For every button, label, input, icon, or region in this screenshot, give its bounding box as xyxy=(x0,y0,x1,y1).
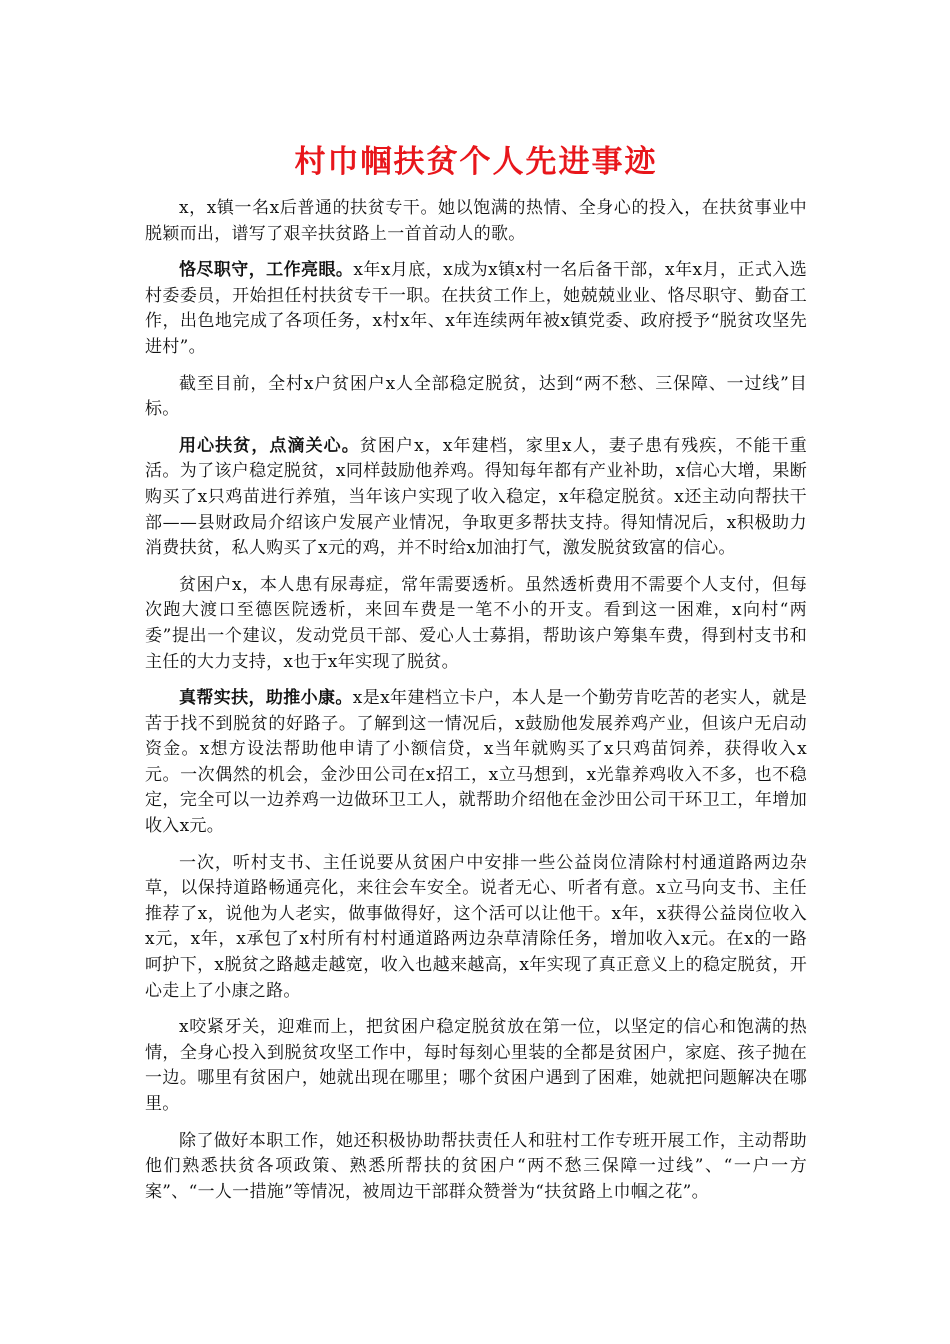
paragraph-7 xyxy=(145,851,807,1005)
paragraph-1-text: x，x镇一名x后普通的扶贫专干。她以饱满的热情、全身心的投入，在扶贫事业中脱颖而出，谱写了艰辛扶贫路上一首首动人的歌。 xyxy=(145,198,807,244)
paragraph-6 xyxy=(145,686,807,840)
paragraph-1 xyxy=(145,196,807,247)
paragraph-3-text: 截至目前，全村x户贫困户x人全部稳定脱贫，达到“两不愁、三保障、一过线”目标。 xyxy=(145,373,807,420)
paragraph-9-text: 除了做好本职工作，她还积极协助帮扶责任人和驻村工作专班开展工作，主动帮助他们熟悉扶贫各项政策、熟悉所帮扶的贫困户“两不愁三保障一过线”、“一户一方案”、“一人一措施”等情况，被周边干部群众赞誉为“扶贫路上巾帼之花”。 xyxy=(145,1130,807,1202)
paragraph-4-lead: 用心扶贫，点滴关心。 xyxy=(179,435,360,456)
paragraph-6-text: x是x年建档立卡户，本人是一个勤劳肯吃苦的老实人，就是苦于找不到脱贫的好路子。了解到这一情况后，x鼓励他发展养鸡产业，但该户无启动资金。x想方设法帮助他申请了小额信贷，x当年就购买了x只鸡苗饲养，获得收入x元。一次偶然的机会，金沙田公司在x招工，x立马想到，x光靠养鸡收入不多，也不稳定，完全可以一边养鸡一边做环卫工人，就帮助介绍他在金沙田公司干环卫工，年增加收入x元。 xyxy=(145,688,808,837)
paragraph-5 xyxy=(145,573,807,675)
paragraph-4 xyxy=(145,434,807,562)
paragraph-6-lead: 真帮实扶，助推小康。 xyxy=(179,688,353,709)
paragraph-2 xyxy=(145,258,807,360)
paragraph-5-text: 贫困户x，本人患有尿毒症，常年需要透析。虽然透析费用不需要个人支付，但每次跑大渡口至德医院透析，来回车费是一笔不小的开支。看到这一困难，x向村“两委”提出一个建议，发动党员干部、爱心人士募捐，帮助该户筹集车费，得到村支书和主任的大力支持，x也于x年实现了脱贫。 xyxy=(145,574,807,672)
paragraph-2-lead: 恪尽职守，工作亮眼。 xyxy=(179,260,354,281)
paragraph-3 xyxy=(145,372,807,423)
paragraph-2-text: x年x月底，x成为x镇x村一名后备干部，x年x月，正式入选村委委员，开始担任村扶贫专干一职。在扶贫工作上，她兢兢业业、恪尽职守、勤奋工作，出色地完成了各项任务，x村x年、x年连续两年被x镇党委、政府授予“脱贫攻坚先进村”。 xyxy=(145,260,808,357)
document-title: 村巾帼扶贫个人先进事迹 xyxy=(294,144,658,180)
paragraph-4-text: 贫困户x，x年建档，家里x人，妻子患有残疾，不能干重活。为了该户稳定脱贫，x同样鼓励他养鸡。得知每年都有产业补助，x信心大增，果断购买了x只鸡苗进行养殖，当年该户实现了收入稳定，x年稳定脱贫。x还主动向帮扶干部——县财政局介绍该户发展产业情况，争取更多帮扶支持。得知情况后，x积极助力消费扶贫，私人购买了x元的鸡，并不时给x加油打气，激发脱贫致富的信心。 xyxy=(145,435,808,559)
paragraph-9 xyxy=(145,1129,807,1206)
document-page xyxy=(145,128,807,1216)
paragraph-7-text: 一次，听村支书、主任说要从贫困户中安排一些公益岗位清除村村通道路两边杂草，以保持道路畅通亮化，来往会车安全。说者无心、听者有意。x立马向支书、主任推荐了x，说他为人老实，做事做得好，这个活可以让他干。x年，x获得公益岗位收入x元，x年，x承包了x村所有村村通道路两边杂草清除任务，增加收入x元。在x的一路呵护下，x脱贫之路越走越宽，收入也越来越高，x年实现了真正意义上的稳定脱贫，开心走上了小康之路。 xyxy=(145,852,807,1001)
paragraph-8-text: x咬紧牙关，迎难而上，把贫困户稳定脱贫放在第一位，以坚定的信心和饱满的热情，全身心投入到脱贫攻坚工作中，每时每刻心里装的全都是贫困户，家庭、孩子抛在一边。哪里有贫困户，她就出现在哪里；哪个贫困户遇到了困难，她就把问题解决在哪里。 xyxy=(145,1017,807,1114)
paragraph-8 xyxy=(145,1015,807,1117)
